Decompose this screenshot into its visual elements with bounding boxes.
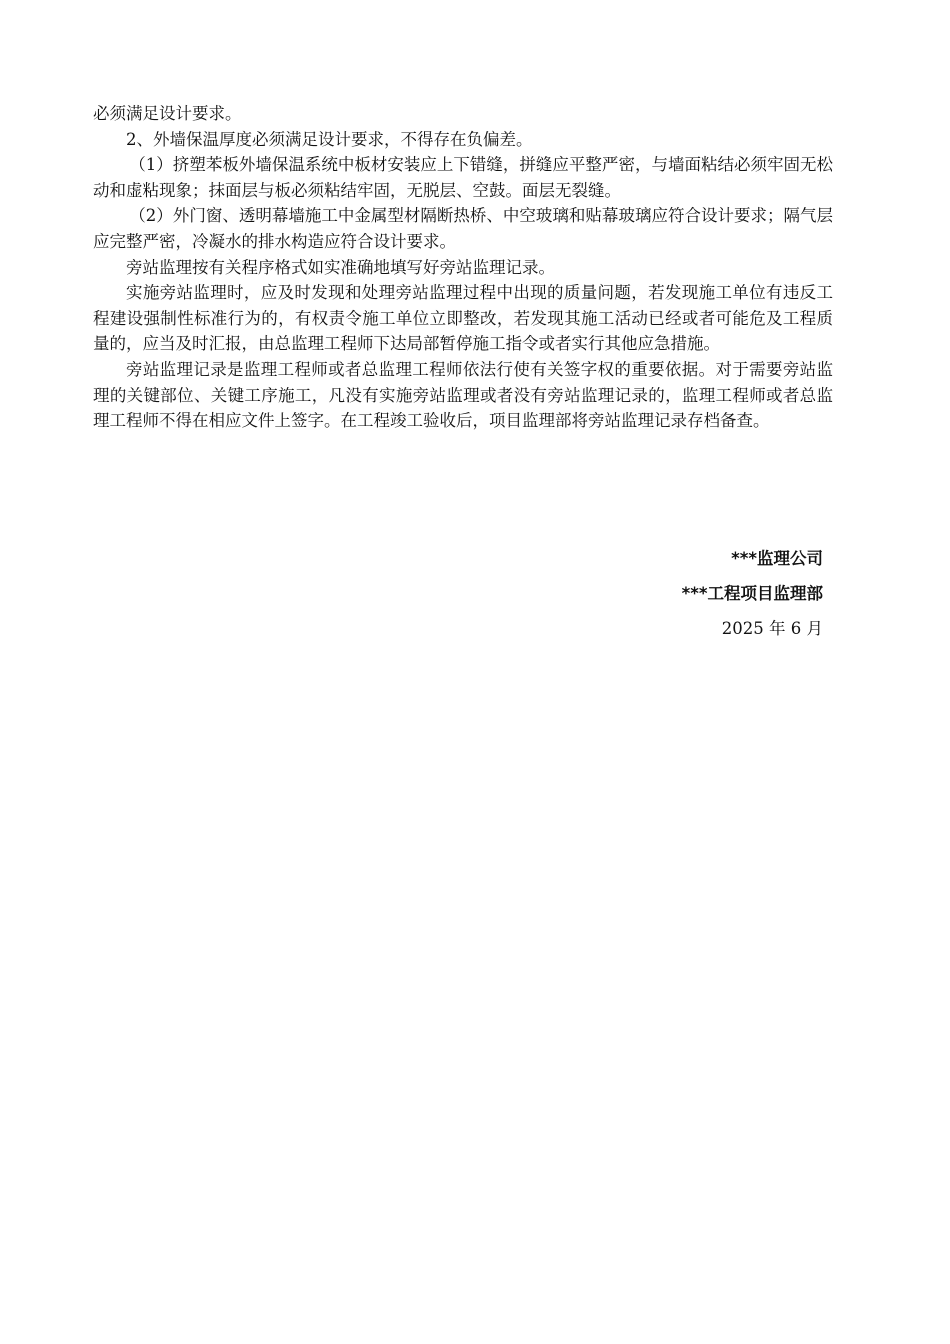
paragraph-doors-windows-curtain-wall: （2）外门窗、透明幕墙施工中金属型材隔断热桥、中空玻璃和贴幕玻璃应符合设计要求；隔气层应完整严密，冷凝水的排水构造应符合设计要求。 (93, 206, 833, 251)
signature-block (93, 546, 823, 641)
paragraph-wall-insulation-thickness: 2、外墙保温厚度必须满足设计要求，不得存在负偏差。 (126, 129, 533, 149)
signature-date: 2025 年 6 月 (721, 619, 823, 638)
paragraph-continuation: 必须满足设计要求。 (93, 104, 242, 123)
signature-company: ***监理公司 (731, 549, 823, 568)
paragraph-supervision-record: 旁站监理按有关程序格式如实准确地填写好旁站监理记录。 (126, 257, 555, 277)
paragraph-eps-board-installation: （1）挤塑苯板外墙保温系统中板材安装应上下错缝，拼缝应平整严密，与墙面粘结必须牢固无松动和虚粘现象；抹面层与板必须粘结牢固，无脱层、空鼓。面层无裂缝。 (93, 155, 833, 200)
signature-department: ***工程项目监理部 (681, 584, 823, 603)
document-body (93, 101, 833, 434)
paragraph-quality-issues: 实施旁站监理时，应及时发现和处理旁站监理过程中出现的质量问题，若发现施工单位有违反工程建设强制性标准行为的，有权责令施工单位立即整改，若发现其施工活动已经或者可能危及工程质量的，应当及时汇报，由总监理工程师下达局部暂停施工指令或者实行其他应急措施。 (93, 283, 833, 354)
paragraph-signature-authority: 旁站监理记录是监理工程师或者总监理工程师依法行使有关签字权的重要依据。对于需要旁站监理的关键部位、关键工序施工，凡没有实施旁站监理或者没有旁站监理记录的，监理工程师或者总监理工程师不得在相应文件上签字。在工程竣工验收后，项目监理部将旁站监理记录存档备查。 (93, 359, 833, 431)
